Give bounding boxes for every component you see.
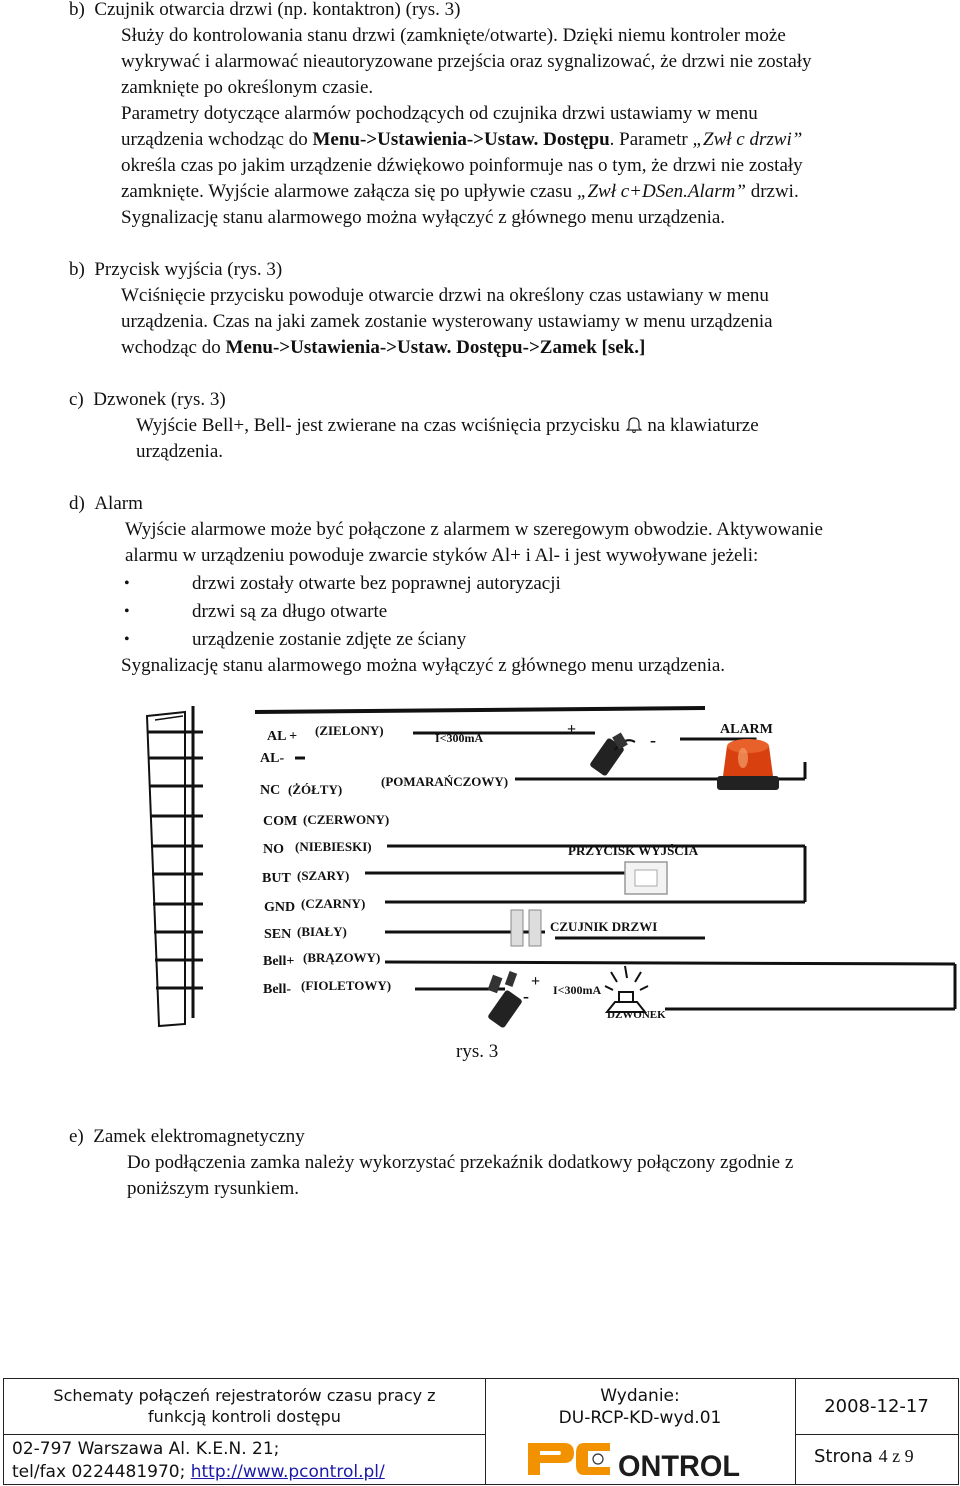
text-run: na klawiaturze: [642, 415, 759, 436]
edition-label: Wydanie:: [600, 1386, 680, 1406]
terminal-label: NO: [263, 842, 284, 857]
text-run: wchodząc do: [121, 337, 226, 358]
speaker-icon: [605, 966, 648, 1012]
paragraph-line: Do podłączenia zamka należy wykorzystać przekaźnik dodatkowy połączony zgodnie z: [127, 1152, 794, 1173]
paragraph-line: poniższym rysunkiem.: [127, 1178, 300, 1199]
phone-fax: tel/fax 0224481970;: [12, 1462, 191, 1482]
terminal-label: AL-: [260, 751, 285, 766]
wire-color-label: (BIAŁY): [297, 924, 347, 939]
paragraph-line: określa czas po jakim urządzenie dźwiękowo poinformuje nas o tym, że drzwi nie zostały: [121, 155, 803, 176]
paragraph-line: Wyjście alarmowe może być połączone z alarmem w szeregowym obwodzie. Aktywowanie: [125, 519, 823, 540]
terminal-label: SEN: [264, 927, 292, 942]
bell-label: DZWONEK: [607, 1009, 666, 1021]
company-logo: [526, 1437, 746, 1481]
page-footer: [3, 1378, 959, 1485]
terminal-label: COM: [263, 814, 298, 829]
list-item: drzwi zostały otwarte bez poprawnej autoryzacji: [192, 573, 561, 594]
paragraph-line: [121, 127, 802, 153]
page-number: [814, 1446, 914, 1467]
plus-sign: +: [531, 973, 541, 990]
terminal-label: GND: [264, 900, 296, 915]
section-heading-sensor: b) Czujnik otwarcia drzwi (np. kontaktron) (rys. 3): [69, 0, 461, 20]
section-heading-alarm: d) Alarm: [69, 493, 143, 514]
paragraph-line: urządzenia.: [136, 441, 224, 462]
document-date: 2008-12-17: [824, 1396, 929, 1417]
company-address: 02-797 Warszawa Al. K.E.N. 21;: [12, 1439, 280, 1459]
list-item: urządzenie zostanie zdjęte ze ściany: [192, 629, 467, 650]
paragraph-line: Sygnalizację stanu alarmowego można wyłączyć z głównego menu urządzenia.: [121, 655, 726, 676]
section-heading-exit-button: b) Przycisk wyjścia (rys. 3): [69, 259, 283, 280]
terminal-label: AL +: [267, 729, 298, 744]
bullet-icon: •: [124, 603, 130, 620]
edition-value: DU-RCP-KD-wyd.01: [558, 1408, 722, 1428]
paragraph-line: Parametry dotyczące alarmów pochodzących od czujnika drzwi ustawiamy w menu: [121, 103, 758, 124]
document-title: [4, 1385, 485, 1427]
document-title-line: funkcją kontroli dostępu: [148, 1407, 341, 1426]
bell-icon: [625, 415, 643, 433]
page-separator: z: [887, 1446, 905, 1466]
wire-color-label: (ZIELONY): [315, 723, 384, 738]
bullet-icon: •: [124, 575, 130, 592]
paragraph-line: alarmu w urządzeniu powoduje zwarcie styków Al+ i Al- i jest wywoływane jeżeli:: [125, 545, 759, 566]
wire-color-label: (CZERWONY): [303, 812, 390, 827]
bullet-icon: •: [124, 631, 130, 648]
minus-sign: -: [523, 986, 529, 1006]
document-title-line: Schematy połączeń rejestratorów czasu pracy z: [53, 1386, 436, 1405]
text-run: zamknięte. Wyjście alarmowe załącza się po upływie czasu: [121, 181, 577, 202]
text-run: urządzenia wchodząc do: [121, 129, 313, 150]
wire-color-label: (FIOLETOWY): [301, 978, 392, 993]
list-item: drzwi są za długo otwarte: [192, 601, 388, 622]
website-link[interactable]: http://www.pcontrol.pl/: [190, 1462, 385, 1482]
wire-color-label: (CZARNY): [301, 896, 366, 911]
parameter-name: „Zwł c+DSen.Alarm”: [576, 181, 746, 202]
minus-sign: -: [650, 730, 656, 750]
text-run: Wyjście Bell+, Bell- jest zwierane na czas wciśnięcia przycisku: [136, 415, 625, 436]
paragraph-line: [136, 413, 759, 439]
exit-button-label: PRZYCISK WYJŚCIA: [568, 843, 699, 858]
alarm-lamp-icon: [717, 739, 779, 790]
text-run: . Parametr: [609, 129, 693, 150]
paragraph-line: zamknięte po określonym czasie.: [121, 77, 374, 98]
wire-color-label: (ŻÓŁTY): [288, 782, 343, 797]
paragraph-line: Wciśnięcie przycisku powoduje otwarcie drzwi na określony czas ustawiany w menu: [121, 285, 769, 306]
terminal-label: BUT: [262, 871, 291, 886]
plus-sign: +: [567, 721, 577, 738]
current-limit-label: I<300mA: [435, 731, 484, 745]
page-total: 9: [904, 1446, 914, 1466]
terminal-label: Bell+: [263, 954, 295, 969]
current-limit-label: I<300mA: [553, 983, 602, 997]
paragraph-line: Sygnalizację stanu alarmowego można wyłączyć z głównego menu urządzenia.: [121, 207, 726, 228]
terminal-label: Bell-: [263, 982, 291, 997]
power-adapter-icon: [487, 971, 523, 1029]
wire-color-label: (BRĄZOWY): [303, 950, 381, 965]
door-sensor-icon: [511, 910, 541, 946]
terminal-label: NC: [260, 783, 281, 798]
logo-wordmark: ONTROL: [618, 1450, 740, 1481]
paragraph-line: [121, 335, 645, 361]
page-label: Strona: [814, 1446, 879, 1467]
company-contact: [12, 1461, 385, 1484]
paragraph-line: wykrywać i alarmować nieautoryzowane przejścia oraz sygnalizować, że drzwi nie zostały: [121, 51, 812, 72]
paragraph-line: [121, 179, 799, 205]
text-run: drzwi.: [745, 181, 799, 202]
paragraph-line: Służy do kontrolowania stanu drzwi (zamknięte/otwarte). Dzięki niemu kontroler może: [121, 25, 786, 46]
figure-caption: rys. 3: [456, 1041, 499, 1062]
section-heading-bell: c) Dzwonek (rys. 3): [69, 389, 226, 410]
power-adapter-icon: [589, 732, 635, 776]
wiring-diagram: [145, 706, 960, 1036]
page-current: 4: [878, 1446, 888, 1466]
paragraph-line: urządzenia. Czas na jaki zamek zostanie wysterowany ustawiamy w menu urządzenia: [121, 311, 773, 332]
section-heading-lock: e) Zamek elektromagnetyczny: [69, 1126, 305, 1147]
exit-button-icon: [625, 862, 667, 894]
wire-color-label: (SZARY): [297, 868, 350, 883]
edition-block: [485, 1385, 795, 1429]
parameter-name: „Zwł c drzwi”: [692, 129, 803, 150]
menu-path: Menu->Ustawienia->Ustaw. Dostępu: [312, 129, 610, 150]
menu-path: Menu->Ustawienia->Ustaw. Dostępu->Zamek [sek.]: [225, 337, 646, 358]
wire-color-label: (NIEBIESKI): [295, 839, 372, 854]
door-sensor-label: CZUJNIK DRZWI: [550, 919, 658, 934]
wire-color-label: (POMARAŃCZOWY): [381, 774, 509, 789]
alarm-label: ALARM: [720, 722, 773, 737]
